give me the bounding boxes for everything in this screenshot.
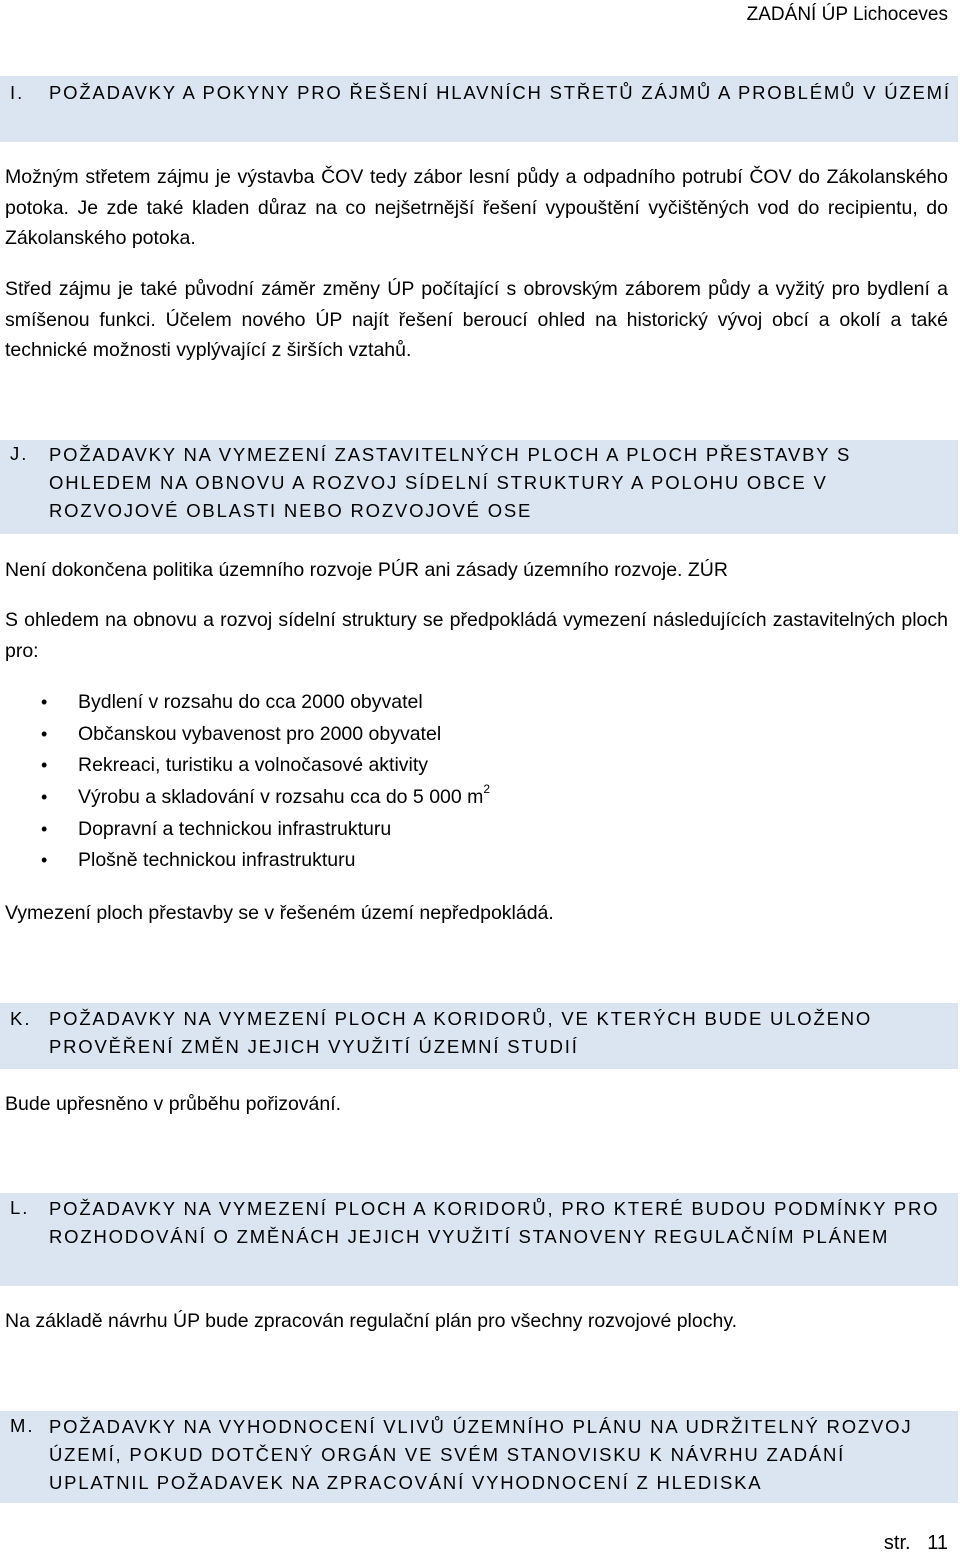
section-j-paragraph-2: S ohledem na obnovu a rozvoj sídelní struktury se předpokládá vymezení následujících zastavitelných ploch pro: bbox=[5, 609, 948, 662]
bullet-icon: • bbox=[41, 692, 48, 712]
list-item: • Plošně technickou infrastrukturu bbox=[0, 845, 490, 877]
page-number-value: 11 bbox=[927, 1532, 948, 1554]
section-i-heading-band bbox=[0, 76, 958, 142]
bullet-icon: • bbox=[41, 850, 48, 871]
list-item: • Výrobu a skladování v rozsahu cca do 5 000 $m^2$ bbox=[0, 782, 490, 814]
list-item: • Rekreaci, turistiku a volnočasové aktivity bbox=[0, 750, 490, 782]
section-k-paragraph-1: Bude upřesněno v průběhu pořizování. bbox=[5, 1093, 342, 1115]
section-k-heading: POŽADAVKY NA VYMEZENÍ PLOCH A KORIDORŮ, VE KTERÝCH BUDE ULOŽENO PROVĚŘENÍ ZMĚN JEJICH VYUŽITÍ ÚZEMNÍ STUDIÍ bbox=[49, 1008, 873, 1057]
section-j-heading-band bbox=[0, 440, 958, 534]
section-m-letter: M. bbox=[10, 1415, 35, 1436]
section-m-heading-band bbox=[0, 1411, 958, 1503]
list-item: • Dopravní a technickou infrastrukturu bbox=[0, 814, 490, 846]
document-header-title: ZADÁNÍ ÚP Lichoceves bbox=[746, 4, 948, 25]
zastavitelne-plochy-list bbox=[0, 687, 490, 877]
section-k-heading-band bbox=[0, 1003, 958, 1069]
list-item: • Občanskou vybavenost pro 2000 obyvatel bbox=[0, 719, 490, 751]
section-j-letter: J. bbox=[10, 443, 29, 464]
section-i-letter: I. bbox=[10, 82, 25, 103]
section-i-paragraph-1: Možným střetem zájmu je výstavba ČOV tedy zábor lesní půdy a odpadního potrubí ČOV do Zákolanského potoka. Je zde také kladen důraz na co nejšetrnější řešení vypouštění vyčištěných vod do recipientu, do Zákolanského potoka. bbox=[5, 166, 948, 249]
section-j-paragraph-1: Není dokončena politika územního rozvoje PÚR ani zásady územního rozvoje. ZÚR bbox=[5, 559, 728, 581]
bullet-icon: • bbox=[41, 787, 48, 808]
section-j-paragraph-3: Vymezení ploch přestavby se v řešeném území nepředpokládá. bbox=[5, 902, 554, 924]
page-label: str. bbox=[883, 1532, 911, 1554]
section-j-heading: POŽADAVKY NA VYMEZENÍ ZASTAVITELNÝCH PLOCH A PLOCH PŘESTAVBY S OHLEDEM NA OBNOVU A ROZVOJ SÍDELNÍ STRUKTURY A POLOHU OBCE V ROZVOJOVÉ OBLASTI NEBO ROZVOJOVÉ OSE bbox=[49, 444, 852, 521]
section-l-letter: L. bbox=[10, 1197, 30, 1218]
section-i-paragraph-2: Střed zájmu je také původní záměr změny ÚP počítající s obrovským záborem půdy a vyžitý pro bydlení a smíšenou funkci. Účelem nového ÚP najít řešení beroucí ohled na historický vývoj obcí a okolí a také technické možnosti vyplývající z širších vztahů. bbox=[5, 278, 948, 361]
section-l-heading: POŽADAVKY NA VYMEZENÍ PLOCH A KORIDORŮ, PRO KTERÉ BUDOU PODMÍNKY PRO ROZHODOVÁNÍ O ZMĚNÁCH JEJICH VYUŽITÍ STANOVENY REGULAČNÍM PLÁNEM bbox=[49, 1198, 940, 1247]
list-item: • Bydlení v rozsahu do cca 2000 obyvatel bbox=[0, 687, 490, 719]
section-l-paragraph-1: Na základě návrhu ÚP bude zpracován regulační plán pro všechny rozvojové plochy. bbox=[5, 1310, 738, 1332]
page-number bbox=[884, 1532, 948, 1555]
section-l-heading-band bbox=[0, 1193, 958, 1286]
section-k-letter: K. bbox=[10, 1008, 32, 1029]
bullet-icon: • bbox=[41, 723, 48, 744]
bullet-icon: • bbox=[41, 755, 48, 776]
section-m-heading: POŽADAVKY NA VYHODNOCENÍ VLIVŮ ÚZEMNÍHO PLÁNU NA UDRŽITELNÝ ROZVOJ ÚZEMÍ, POKUD DOTČENÝ ORGÁN VE SVÉM STANOVISKU K NÁVRHU ZADÁNÍ UPLATNIL POŽADAVEK NA ZPRACOVÁNÍ VYHODNOCENÍ Z HLEDISKA bbox=[49, 1416, 913, 1493]
bullet-icon: • bbox=[41, 818, 48, 839]
superscript-2: 2 bbox=[483, 782, 491, 797]
section-i-heading: POŽADAVKY A POKYNY PRO ŘEŠENÍ HLAVNÍCH STŘETŮ ZÁJMŮ A PROBLÉMŮ V ÚZEMÍ bbox=[49, 82, 951, 103]
